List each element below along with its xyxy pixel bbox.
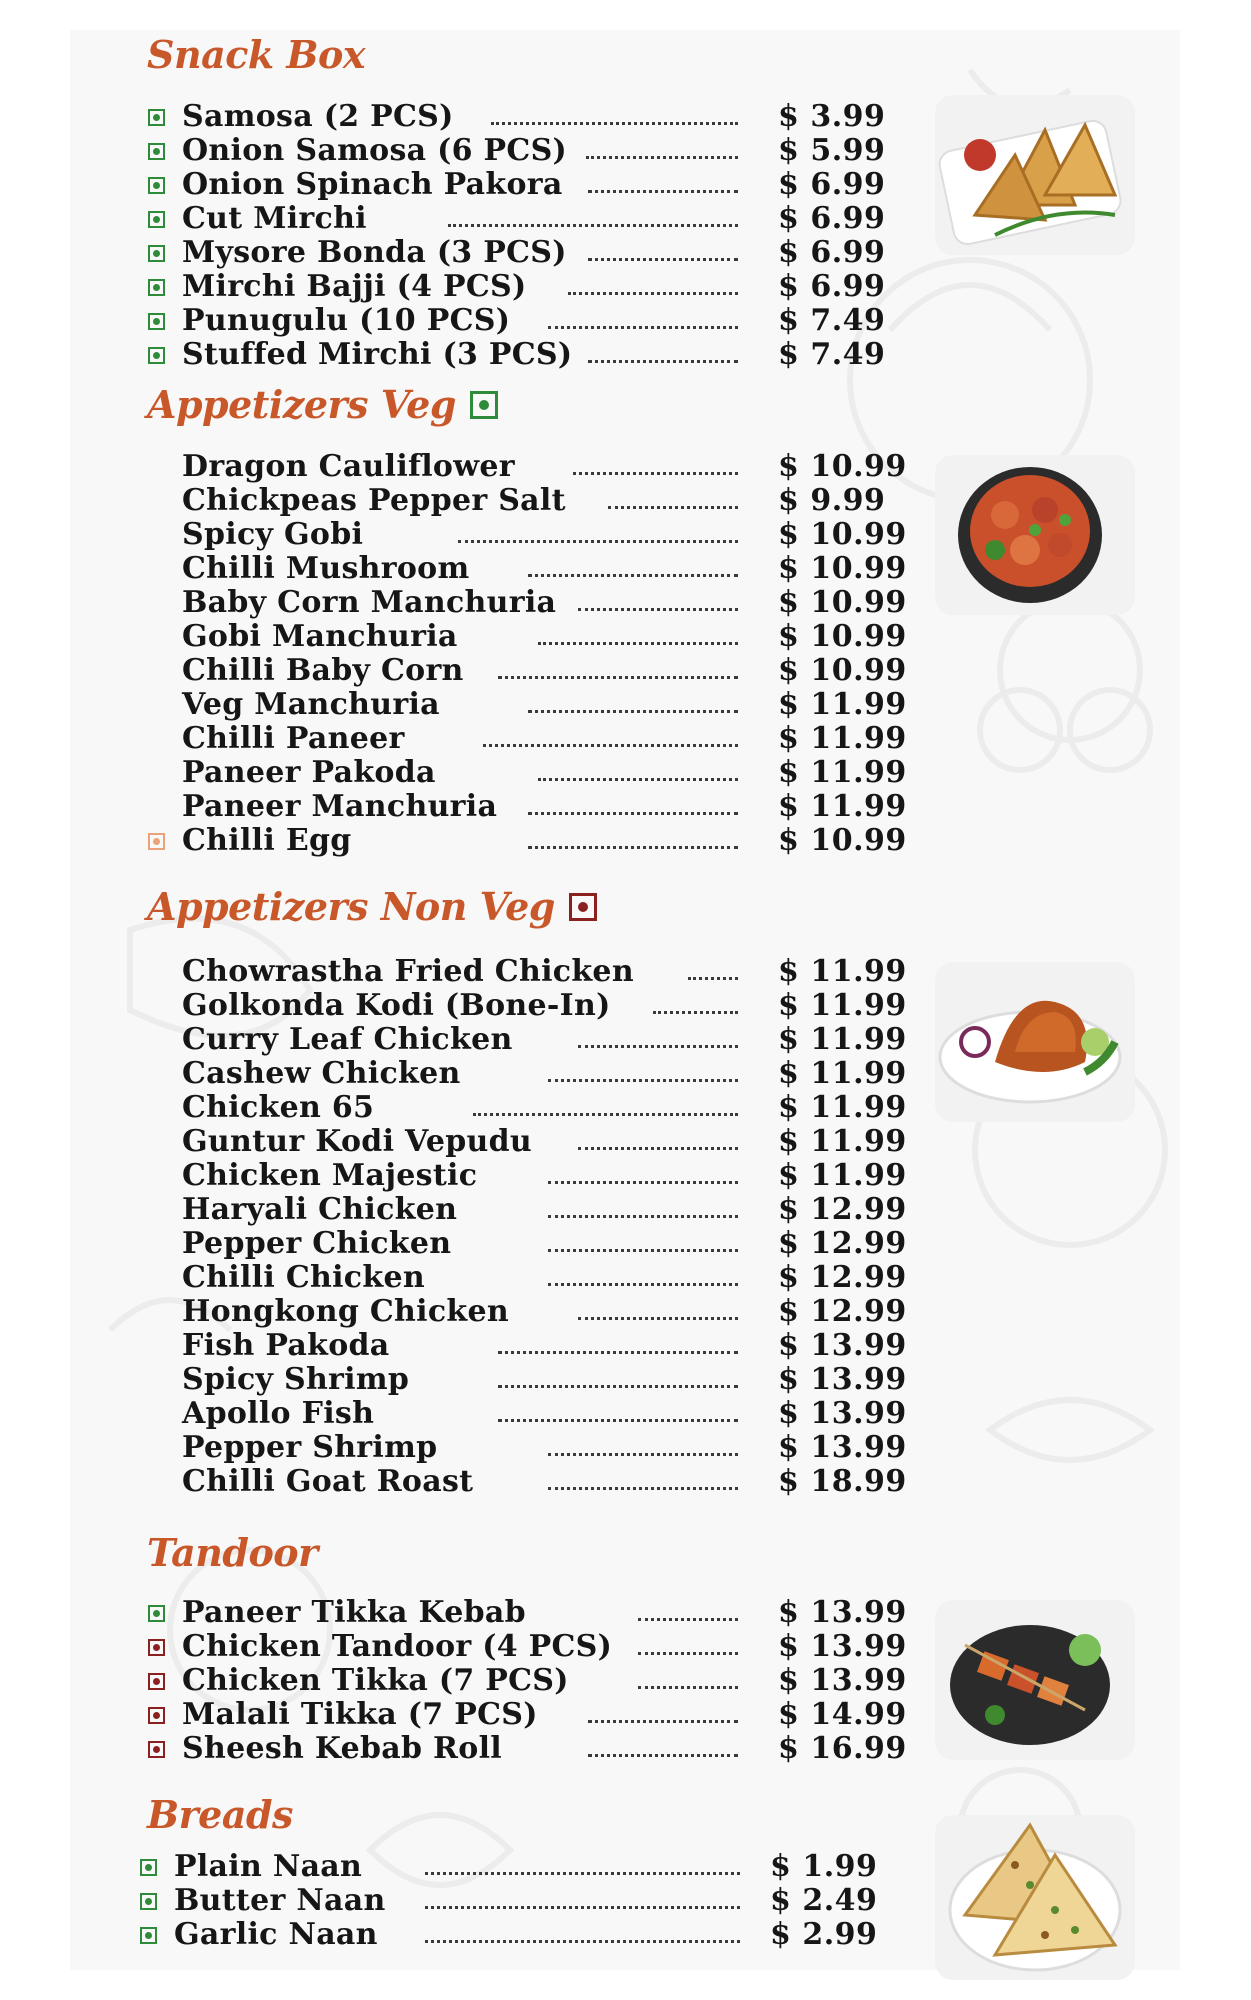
menu-item — [148, 1431, 908, 1465]
item-price: $ 11.99 — [778, 755, 907, 790]
item-name: Fish Pakoda — [182, 1328, 390, 1363]
menu-item — [148, 450, 908, 484]
menu-item — [148, 688, 908, 722]
section-title-snack-box: Snack Box — [147, 32, 366, 77]
item-price: $ 11.99 — [778, 687, 907, 722]
non-veg-symbol-icon — [148, 1707, 165, 1724]
item-price: $ 6.99 — [778, 269, 886, 304]
item-name: Spicy Shrimp — [182, 1362, 410, 1397]
menu-item — [140, 1918, 900, 1952]
item-name: Chickpeas Pepper Salt — [182, 483, 566, 518]
egg-symbol-icon — [148, 833, 165, 850]
item-name: Chilli Egg — [182, 823, 352, 858]
item-price: $ 12.99 — [778, 1226, 907, 1261]
menu-item — [148, 790, 908, 824]
menu-item — [148, 552, 908, 586]
menu-item — [148, 586, 908, 620]
item-name: Mysore Bonda (3 PCS) — [182, 235, 567, 270]
menu-item — [148, 1630, 908, 1664]
item-price: $ 10.99 — [778, 551, 907, 586]
menu-item — [148, 1732, 908, 1766]
veg-symbol-icon — [148, 143, 165, 160]
item-name: Pepper Chicken — [182, 1226, 452, 1261]
non-veg-symbol-icon — [569, 893, 597, 921]
menu-item — [140, 1850, 900, 1884]
menu-item — [148, 1023, 908, 1057]
menu-item — [148, 1057, 908, 1091]
non-veg-symbol-icon — [148, 1673, 165, 1690]
section-title-tandoor: Tandoor — [147, 1530, 318, 1575]
non-veg-symbol-icon — [148, 1741, 165, 1758]
menu-item — [140, 1884, 900, 1918]
item-price: $ 1.99 — [770, 1849, 878, 1884]
menu-item — [148, 1159, 908, 1193]
item-price: $ 13.99 — [778, 1629, 907, 1664]
item-price: $ 13.99 — [778, 1362, 907, 1397]
item-price: $ 11.99 — [778, 1056, 907, 1091]
samosa-plate-image — [935, 95, 1135, 255]
item-price: $ 10.99 — [778, 449, 907, 484]
item-price: $ 13.99 — [778, 1430, 907, 1465]
menu-item — [148, 1664, 908, 1698]
menu-item — [148, 484, 908, 518]
item-name: Cashew Chicken — [182, 1056, 461, 1091]
item-name: Chilli Chicken — [182, 1260, 425, 1295]
item-name: Chilli Paneer — [182, 721, 405, 756]
veg-symbol-icon — [148, 279, 165, 296]
item-name: Garlic Naan — [174, 1917, 378, 1952]
menu-item — [148, 1698, 908, 1732]
menu-item — [148, 1091, 908, 1125]
menu-item — [148, 518, 908, 552]
item-name: Chilli Goat Roast — [182, 1464, 474, 1499]
item-name: Malali Tikka (7 PCS) — [182, 1697, 538, 1732]
gobi-bowl-image — [935, 455, 1135, 615]
menu-item — [148, 654, 908, 688]
item-name: Sheesh Kebab Roll — [182, 1731, 502, 1766]
item-name: Chicken Majestic — [182, 1158, 478, 1193]
item-price: $ 9.99 — [778, 483, 886, 518]
item-price: $ 10.99 — [778, 517, 907, 552]
item-price: $ 11.99 — [778, 721, 907, 756]
menu-item — [148, 338, 908, 372]
item-name: Chicken Tandoor (4 PCS) — [182, 1629, 613, 1664]
naan-plate-image — [935, 1815, 1135, 1980]
menu-item — [148, 134, 908, 168]
menu-item — [148, 1227, 908, 1261]
item-name: Mirchi Bajji (4 PCS) — [182, 269, 527, 304]
item-name: Paneer Pakoda — [182, 755, 436, 790]
item-price: $ 11.99 — [778, 1158, 907, 1193]
item-price: $ 13.99 — [778, 1328, 907, 1363]
item-name: Onion Samosa (6 PCS) — [182, 133, 568, 168]
item-name: Paneer Tikka Kebab — [182, 1595, 526, 1630]
item-name: Dragon Cauliflower — [182, 449, 515, 484]
item-price: $ 11.99 — [778, 954, 907, 989]
item-price: $ 3.99 — [778, 99, 886, 134]
menu-item — [148, 1397, 908, 1431]
item-name: Samosa (2 PCS) — [182, 99, 454, 134]
item-name: Hongkong Chicken — [182, 1294, 510, 1329]
item-price: $ 2.99 — [770, 1917, 878, 1952]
item-price: $ 11.99 — [778, 1022, 907, 1057]
item-name: Veg Manchuria — [182, 687, 440, 722]
menu-item — [148, 1261, 908, 1295]
veg-symbol-icon — [148, 177, 165, 194]
veg-symbol-icon — [470, 391, 498, 419]
menu-item — [148, 756, 908, 790]
item-price: $ 6.99 — [778, 201, 886, 236]
veg-symbol-icon — [148, 245, 165, 262]
item-price: $ 10.99 — [778, 823, 907, 858]
item-price: $ 10.99 — [778, 585, 907, 620]
menu-item — [148, 304, 908, 338]
menu-item — [148, 989, 908, 1023]
item-name: Punugulu (10 PCS) — [182, 303, 511, 338]
item-name: Chilli Mushroom — [182, 551, 470, 586]
item-price: $ 12.99 — [778, 1260, 907, 1295]
veg-symbol-icon — [148, 211, 165, 228]
item-price: $ 12.99 — [778, 1294, 907, 1329]
item-name: Golkonda Kodi (Bone-In) — [182, 988, 611, 1023]
menu-item — [148, 236, 908, 270]
item-name: Chicken 65 — [182, 1090, 375, 1125]
item-name: Pepper Shrimp — [182, 1430, 438, 1465]
item-name: Curry Leaf Chicken — [182, 1022, 513, 1057]
item-price: $ 18.99 — [778, 1464, 907, 1499]
menu-item — [148, 1596, 908, 1630]
item-price: $ 11.99 — [778, 789, 907, 824]
menu-item — [148, 824, 908, 858]
menu-item — [148, 722, 908, 756]
menu-item — [148, 620, 908, 654]
item-price: $ 6.99 — [778, 167, 886, 202]
item-price: $ 7.49 — [778, 303, 886, 338]
veg-symbol-icon — [140, 1927, 157, 1944]
item-name: Haryali Chicken — [182, 1192, 458, 1227]
item-price: $ 14.99 — [778, 1697, 907, 1732]
item-name: Spicy Gobi — [182, 517, 364, 552]
item-price: $ 2.49 — [770, 1883, 878, 1918]
item-price: $ 11.99 — [778, 988, 907, 1023]
non-veg-symbol-icon — [148, 1639, 165, 1656]
tikka-skewers-image — [935, 1600, 1135, 1760]
item-name: Stuffed Mirchi (3 PCS) — [182, 337, 573, 372]
veg-symbol-icon — [140, 1859, 157, 1876]
item-name: Chowrastha Fried Chicken — [182, 954, 634, 989]
veg-symbol-icon — [148, 347, 165, 364]
menu-item — [148, 1193, 908, 1227]
item-price: $ 10.99 — [778, 653, 907, 688]
item-price: $ 7.49 — [778, 337, 886, 372]
section-title-appetizers-non-veg: Appetizers Non Veg — [147, 884, 597, 929]
menu-item — [148, 1125, 908, 1159]
item-price: $ 5.99 — [778, 133, 886, 168]
menu-item — [148, 100, 908, 134]
fried-chicken-plate-image — [935, 962, 1135, 1122]
veg-symbol-icon — [148, 313, 165, 330]
item-name: Chicken Tikka (7 PCS) — [182, 1663, 569, 1698]
item-name: Baby Corn Manchuria — [182, 585, 557, 620]
menu-item — [148, 955, 908, 989]
item-price: $ 13.99 — [778, 1663, 907, 1698]
item-price: $ 16.99 — [778, 1731, 907, 1766]
section-title-breads: Breads — [147, 1792, 293, 1837]
veg-symbol-icon — [140, 1893, 157, 1910]
menu-item — [148, 202, 908, 236]
item-name: Gobi Manchuria — [182, 619, 458, 654]
item-name: Chilli Baby Corn — [182, 653, 464, 688]
item-name: Apollo Fish — [182, 1396, 375, 1431]
item-price: $ 6.99 — [778, 235, 886, 270]
item-name: Butter Naan — [174, 1883, 386, 1918]
item-price: $ 13.99 — [778, 1396, 907, 1431]
menu-item — [148, 270, 908, 304]
menu-item — [148, 1329, 908, 1363]
menu-item — [148, 1363, 908, 1397]
item-name: Guntur Kodi Vepudu — [182, 1124, 532, 1159]
item-name: Paneer Manchuria — [182, 789, 498, 824]
menu-item — [148, 168, 908, 202]
item-name: Onion Spinach Pakora — [182, 167, 563, 202]
item-price: $ 11.99 — [778, 1090, 907, 1125]
item-price: $ 13.99 — [778, 1595, 907, 1630]
item-price: $ 11.99 — [778, 1124, 907, 1159]
veg-symbol-icon — [148, 109, 165, 126]
menu-item — [148, 1465, 908, 1499]
item-name: Cut Mirchi — [182, 201, 367, 236]
item-price: $ 10.99 — [778, 619, 907, 654]
veg-symbol-icon — [148, 1605, 165, 1622]
section-title-appetizers-veg: Appetizers Veg — [147, 382, 498, 427]
item-name: Plain Naan — [174, 1849, 363, 1884]
item-price: $ 12.99 — [778, 1192, 907, 1227]
menu-item — [148, 1295, 908, 1329]
